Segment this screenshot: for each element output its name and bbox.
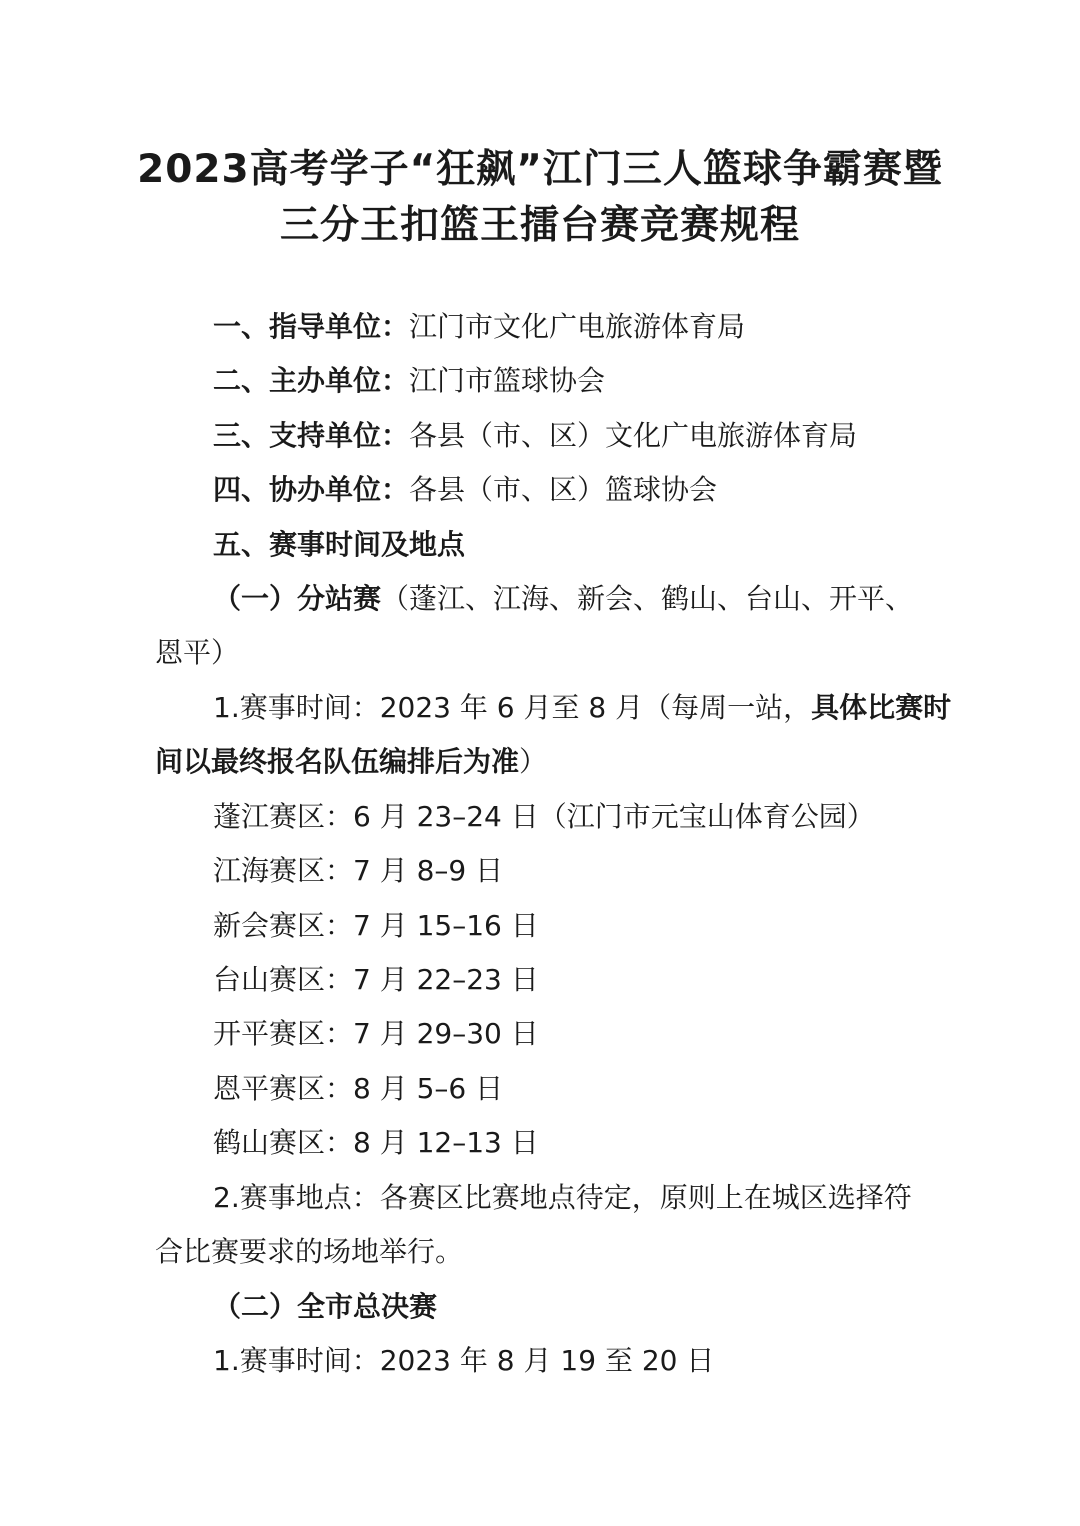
section-value: 各县（市、区）篮球协会 — [409, 473, 718, 506]
sub2-time: 1.赛事时间：2023 年 8 月 19 至 20 日 — [213, 1344, 715, 1377]
sub1-heading-line — [213, 579, 913, 619]
district-enping: 恩平赛区：8 月 5–6 日 — [213, 1072, 504, 1105]
section-label: 一、指导单位： — [213, 310, 410, 343]
sub1-time-suffix: ） — [519, 745, 548, 778]
title-line-1: 2023高考学子“狂飙”江门三人篮球争霸赛暨 — [137, 147, 943, 192]
sub1-time-line-2 — [155, 742, 547, 782]
sub1-time-line-1 — [213, 688, 951, 728]
sub1-time-prefix: 1.赛事时间：2023 年 6 月至 8 月（每周一站， — [213, 691, 812, 724]
section-value: 各县（市、区）文化广电旅游体育局 — [409, 419, 858, 452]
sub1-heading: （一）分站赛 — [213, 582, 382, 615]
section-co-organizer — [213, 470, 717, 510]
title-line-2: 三分王扣篮王擂台赛竞赛规程 — [279, 203, 800, 248]
section-guiding-unit — [213, 307, 745, 347]
district-xinhui: 新会赛区：7 月 15–16 日 — [213, 909, 539, 942]
section-value: 江门市篮球协会 — [409, 364, 606, 397]
section-label: 二、主办单位： — [213, 364, 410, 397]
section-time-place-heading: 五、赛事时间及地点 — [213, 528, 466, 561]
section-value: 江门市文化广电旅游体育局 — [409, 310, 746, 343]
sub1-cities: （蓬江、江海、新会、鹤山、台山、开平、 — [381, 582, 914, 615]
sub1-venue-line-2: 合比赛要求的场地举行。 — [155, 1235, 464, 1268]
district-taishan: 台山赛区：7 月 22–23 日 — [213, 963, 539, 996]
district-heshan: 鹤山赛区：8 月 12–13 日 — [213, 1126, 539, 1159]
section-label: 三、支持单位： — [213, 419, 410, 452]
sub1-cities-line-2: 恩平） — [155, 636, 240, 669]
sub1-time-bold-2: 间以最终报名队伍编排后为准 — [155, 745, 520, 778]
section-organizer — [213, 361, 605, 401]
section-label: 四、协办单位： — [213, 473, 410, 506]
district-jianghai: 江海赛区：7 月 8–9 日 — [213, 854, 504, 887]
district-pengjiang: 蓬江赛区：6 月 23–24 日（江门市元宝山体育公园） — [213, 800, 875, 833]
sub1-time-bold: 具体比赛时 — [811, 691, 952, 724]
section-supporter — [213, 416, 857, 456]
district-kaiping: 开平赛区：7 月 29–30 日 — [213, 1017, 539, 1050]
sub1-venue-line-1: 2.赛事地点：各赛区比赛地点待定，原则上在城区选择符 — [213, 1181, 912, 1214]
sub2-heading: （二）全市总决赛 — [213, 1290, 438, 1323]
